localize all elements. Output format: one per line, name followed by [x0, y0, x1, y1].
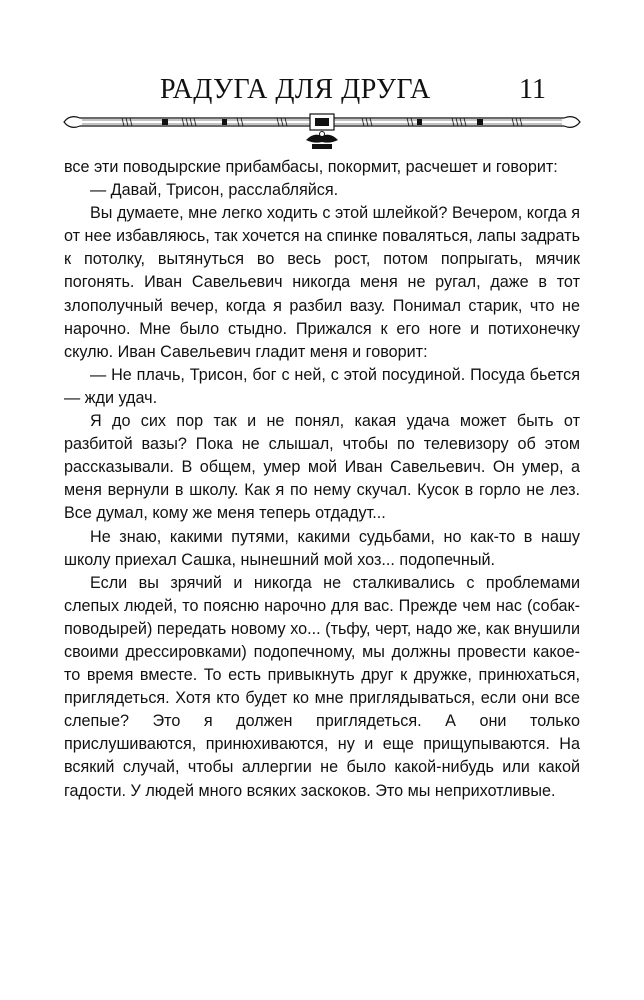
paragraph: — Не плачь, Трисон, бог с ней, с этой посудиной. Посуда бьется — жди удач.: [64, 365, 580, 407]
ornamental-divider: [62, 104, 582, 154]
page-number: 11: [519, 74, 546, 105]
body-text: [64, 156, 580, 803]
paragraph: Я до сих пор так и не понял, какая удача может быть от разбитой вазы? Пока не слышал, чтобы по телевизору об этом рассказывали. В общем, умер мой Иван Савельевич. Он умер, а меня вернули в школу. Как я по нему скучал. Кусок в горло не лез. Все думал, кому же меня теперь отдадут...: [64, 412, 580, 523]
paragraph: Если вы зрячий и никогда не сталкивались с проблемами слепых людей, то поясню нарочно для вас. Прежде чем нас (собак-поводырей) передать новому хо... (тьфу, черт, надо же, как внушили своими дрессировками) подопечному, мы должны провести какое-то время вместе. То есть привыкнуть друг к дружке, принюхаться, приглядеться. Хотя кто будет ко мне приглядываться, если они все слепые? Это я должен приглядеться. А они только прислушиваются, принюхиваются, ну и еще прищупываются. На всякий случай, чтобы аллергии не было какой-нибудь или какой гадости. У людей много всяких заскоков. Это мы неприхотливые.: [64, 573, 580, 800]
page-header: [62, 70, 582, 150]
paragraph: Вы думаете, мне легко ходить с этой шлейкой? Вечером, когда я от нее избавляюсь, так хочется на спинке поваляться, лапы задрать к потолку, вытянуться во весь рост, потом попрыгать, мячик погонять. Иван Савельевич никогда меня не ругал, даже в тот злополучный вечер, когда я разбил вазу. Понимал старик, что не нарочно. Мне было стыдно. Прижался к его ноге и потихонечку скулю. Иван Савельевич гладит меня и говорит:: [64, 204, 581, 361]
paragraph: — Давай, Трисон, расслабляйся.: [90, 181, 339, 200]
paragraph: Не знаю, какими путями, какими судьбами, но как-то в нашу школу приехал Сашка, нынешний мой хоз... подопечный.: [64, 527, 580, 569]
paragraph: все эти поводырские прибамбасы, покормит, расчешет и говорит:: [64, 158, 558, 176]
running-title: РАДУГА ДЛЯ ДРУГА: [160, 74, 431, 105]
